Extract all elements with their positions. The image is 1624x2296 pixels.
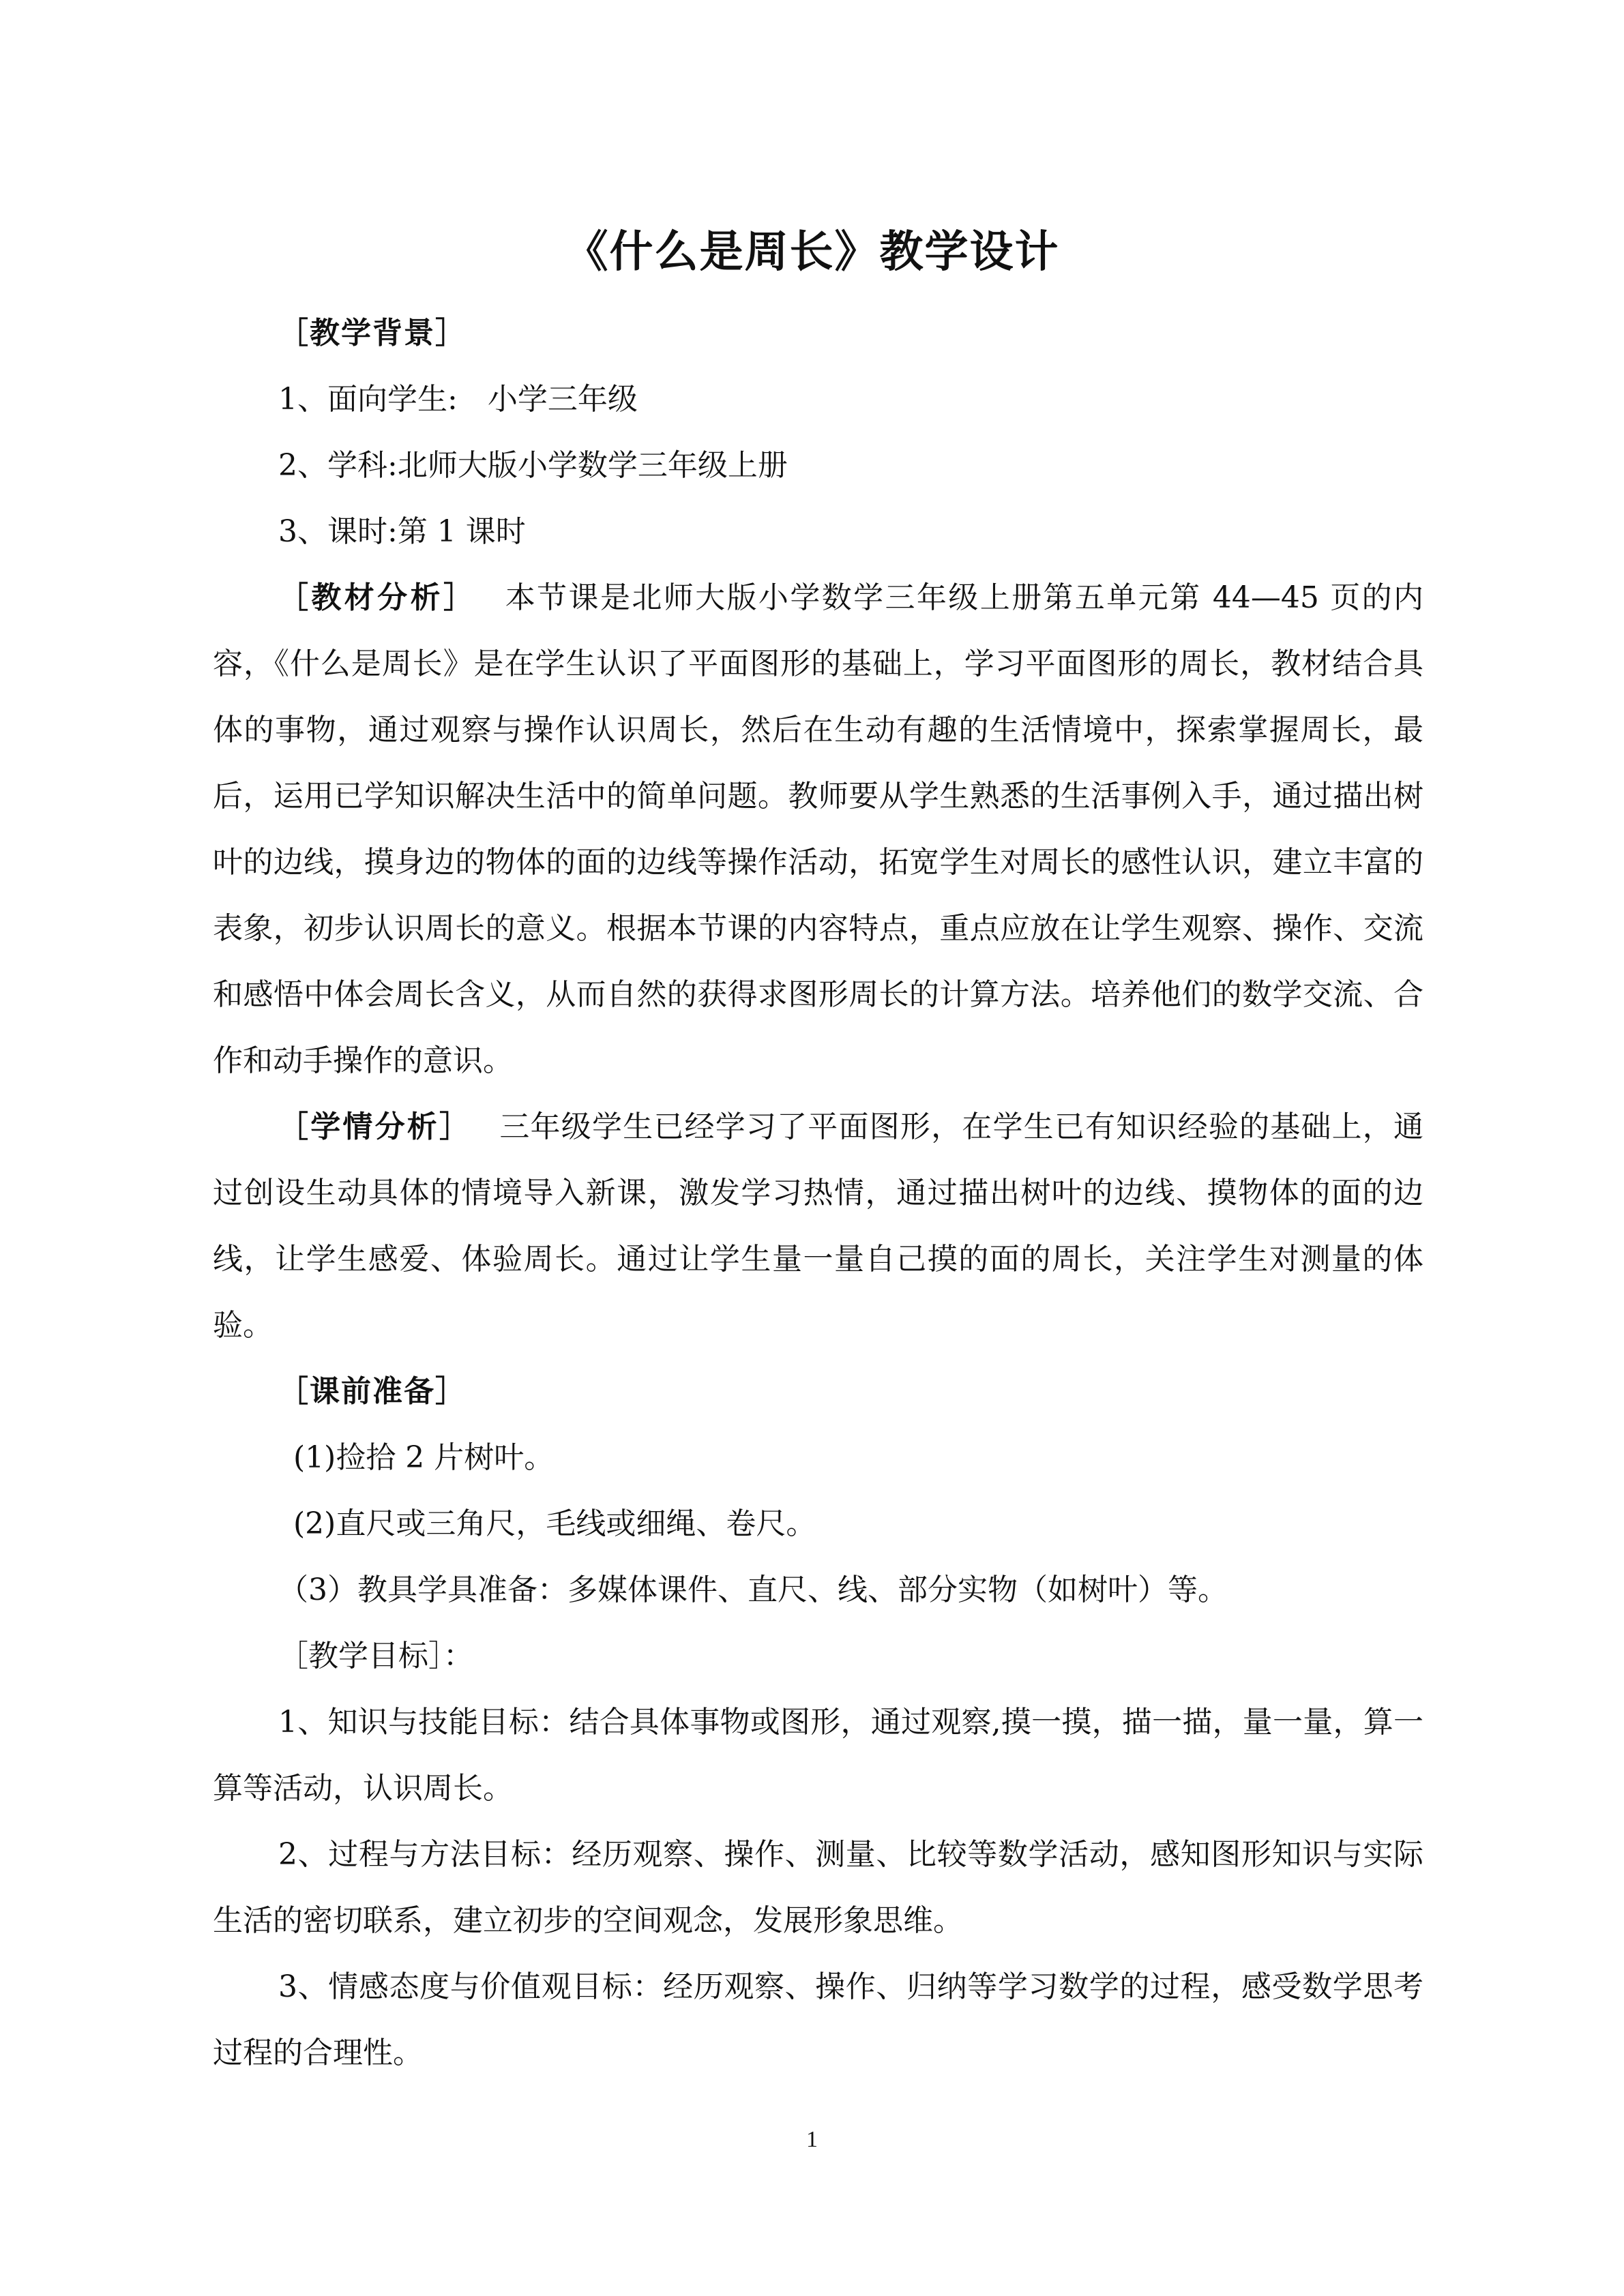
preparation-item-1: (1)捡拾 2 片树叶。 bbox=[293, 1440, 555, 1475]
section-heading-preparation: ［课前准备］ bbox=[278, 1374, 467, 1409]
section-heading-material: ［教材分析］ bbox=[278, 580, 477, 615]
page-number: 1 bbox=[806, 2127, 818, 2152]
document-body bbox=[213, 300, 1423, 2086]
background-item-subject: 2、学科:北师大版小学数学三年级上册 bbox=[278, 448, 788, 483]
preparation-item-3: （3）教具学具准备：多媒体课件、直尺、线、部分实物（如树叶）等。 bbox=[278, 1572, 1228, 1607]
material-analysis-text: 本节课是北师大版小学数学三年级上册第五单元第 44—45 页的内容，《什么是周长》是在学生认识了平面图形的基础上，学习平面图形的周长，教材结合具体的事物，通过观察与操作认识周长，然后在生动有趣的生活情境中，探索掌握周长，最后，运用已学知识解决生活中的简单问题。教师要从学生熟悉的生活事例入手，通过描出树叶的边线，摸身边的物体的面的边线等操作活动，拓宽学生对周长的感性认识，建立丰富的表象，初步认识周长的意义。根据本节课的内容特点，重点应放在让学生观察、操作、交流和感悟中体会周长含义，从而自然的获得求图形周长的计算方法。培养他们的数学交流、合作和动手操作的意识。 bbox=[213, 580, 1423, 1078]
section-heading-background: ［教学背景］ bbox=[278, 316, 467, 351]
material-analysis-paragraph bbox=[213, 565, 1423, 1094]
goal-process: 2、过程与方法目标：经历观察、操作、测量、比较等数学活动，感知图形知识与实际生活的密切联系，建立初步的空间观念，发展形象思维。 bbox=[213, 1837, 1423, 1938]
student-analysis-text: 三年级学生已经学习了平面图形，在学生已有知识经验的基础上，通过创设生动具体的情境导入新课，激发学习热情，通过描出树叶的边线、摸物体的面的边线，让学生感爱、体验周长。通过让学生量一量自己摸的面的周长，关注学生对测量的体验。 bbox=[213, 1109, 1424, 1343]
section-heading-students: ［学情分析］ bbox=[278, 1109, 472, 1144]
student-analysis-paragraph bbox=[213, 1094, 1423, 1358]
background-item-students: 1、面向学生: 小学三年级 bbox=[278, 382, 638, 417]
preparation-item-2: (2)直尺或三角尺，毛线或细绳、卷尺。 bbox=[293, 1506, 816, 1541]
document-title: 《什么是周长》教学设计 bbox=[564, 227, 1060, 278]
goal-attitude: 3、情感态度与价值观目标：经历观察、操作、归纳等学习数学的过程，感受数学思考过程的合理性。 bbox=[213, 1969, 1423, 2070]
section-heading-goals: ［教学目标］： bbox=[278, 1639, 473, 1673]
background-item-period: 3、课时:第 1 课时 bbox=[278, 514, 526, 549]
goal-knowledge: 1、知识与技能目标：结合具体事物或图形，通过观察,摸一摸，描一描，量一量，算一算等活动，认识周长。 bbox=[213, 1705, 1423, 1806]
